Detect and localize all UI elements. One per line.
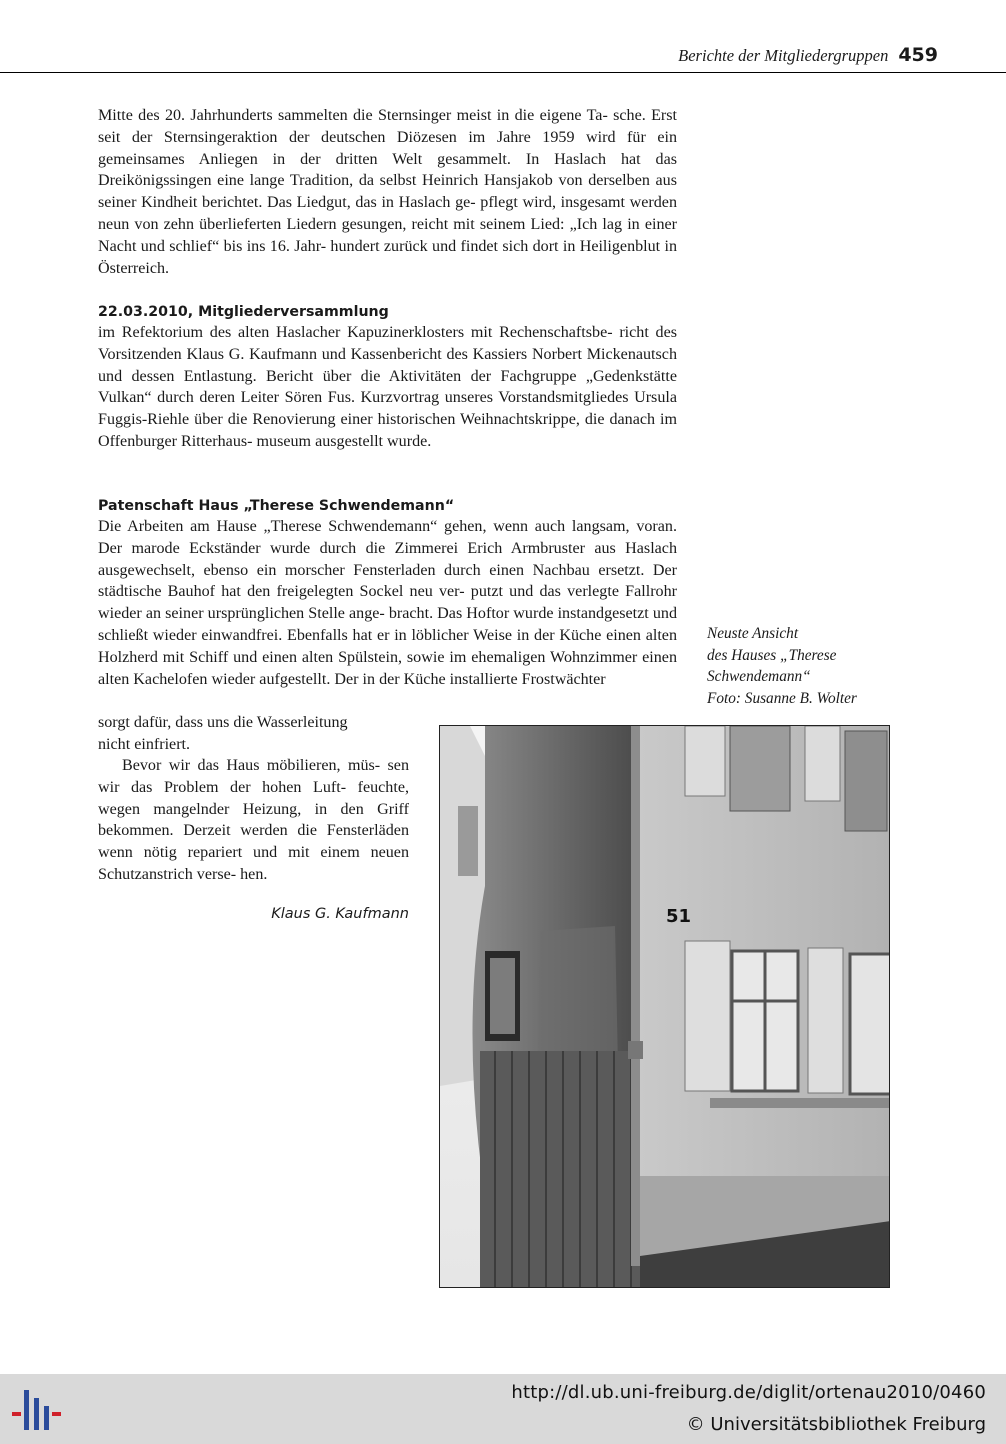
house-number: 51 — [666, 906, 692, 927]
library-logo-icon — [10, 1384, 62, 1436]
house-photo — [439, 725, 890, 1288]
footer-copyright: © Universitätsbibliothek Freiburg — [686, 1414, 986, 1435]
header-rule — [0, 72, 1006, 73]
paragraph-bevor: Bevor wir das Haus möbilieren, müs- sen wir das Problem der hohen Luft- feuchte, wegen mangelnder Heizung, in den Griff bekommen. Derzeit werden die Fensterläden wenn nötig repariert und mit einem neuen Schutzanstrich verse- hen. — [98, 757, 410, 883]
footer-url-link[interactable]: http://dl.ub.uni-freiburg.de/diglit/ortenau2010/0460 — [511, 1382, 986, 1403]
page-number: 459 — [898, 44, 938, 66]
running-head — [0, 44, 938, 66]
section-heading-patenschaft: Patenschaft Haus „Therese Schwendemann“ — [98, 498, 455, 514]
footer-bar — [0, 1374, 1006, 1444]
author-signature: Klaus G. Kaufmann — [271, 906, 409, 922]
section-paragraph-patenschaft-continued: sorgt dafür, dass uns die Wasserleitung nicht einfriert. — [98, 714, 348, 753]
section-paragraph-patenschaft: Die Arbeiten am Hause „Therese Schwendemann“ gehen, wenn auch langsam, voran. Der marode Eckständer wurde durch die Zimmerei Erich Armbruster aus Haslach ausgewechselt, ebenso ein morscher Fensterladen durch einen Nachbau ersetzt. Der städtische Bauhof hat den freigelegten Sockel neu ver- putzt und das verlegte Fallrohr wieder an seiner ursprünglichen Stelle ange- bracht. Das Hoftor wurde instandgesetzt und schließt wieder einwandfrei. Ebenfalls hat er in löblicher Weise in der Küche einen alten Holzherd mit Schiff und einen alten Spülstein, sowie im ehemaligen Wohnzimmer einen alten Kachelofen wieder aufgestellt. Der in der Küche installierte Frostwächter — [98, 518, 678, 688]
running-head-title: Berichte der Mitgliedergruppen — [678, 46, 889, 65]
section-heading-mitgliederversammlung: 22.03.2010, Mitgliederversammlung — [98, 304, 389, 320]
intro-paragraph: Mitte des 20. Jahrhunderts sammelten die Sternsinger meist in die eigene Ta- sche. Erst seit der Sternsingeraktion der deutschen Diözesen im Jahre 1959 wird für ein gemeinsames Anliegen in der dritten Welt gesammelt. In Haslach hat das Dreikönigssingen eine lange Tradition, da selbst Heinrich Hansjakob von derselben aus seiner Kindheit berichtet. Das Liedgut, das in Haslach ge- pflegt wird, insgesamt werden neun von zehn überlieferten Liedern gesungen, reicht mit seinem Lied: „Ich lag in einer Nacht und schlief“ bis ins 16. Jahr- hundert zurück und findet sich dort in Heiligenblut in Österreich. — [98, 107, 678, 277]
section-paragraph-mitgliederversammlung: im Refektorium des alten Haslacher Kapuzinerklosters mit Rechenschaftsbe- richt des Vorsitzenden Klaus G. Kaufmann und Kassenbericht des Kassiers Norbert Mickenautsch und dessen Entlastung. Bericht über die Aktivitäten der Fachgruppe „Gedenkstätte Vulkan“ durch deren Leiter Sören Fus. Kurzvortrag unseres Vorstandsmitgliedes Ursula Fuggis-Riehle über die Renovierung einer historischen Weihnachtskrippe, die danach im Offenburger Ritterhaus- museum ausgestellt wurde. — [98, 324, 677, 450]
figure-caption: Neuste Ansicht des Hauses „Therese Schwendemann“ Foto: Susanne B. Wolter — [707, 625, 857, 708]
